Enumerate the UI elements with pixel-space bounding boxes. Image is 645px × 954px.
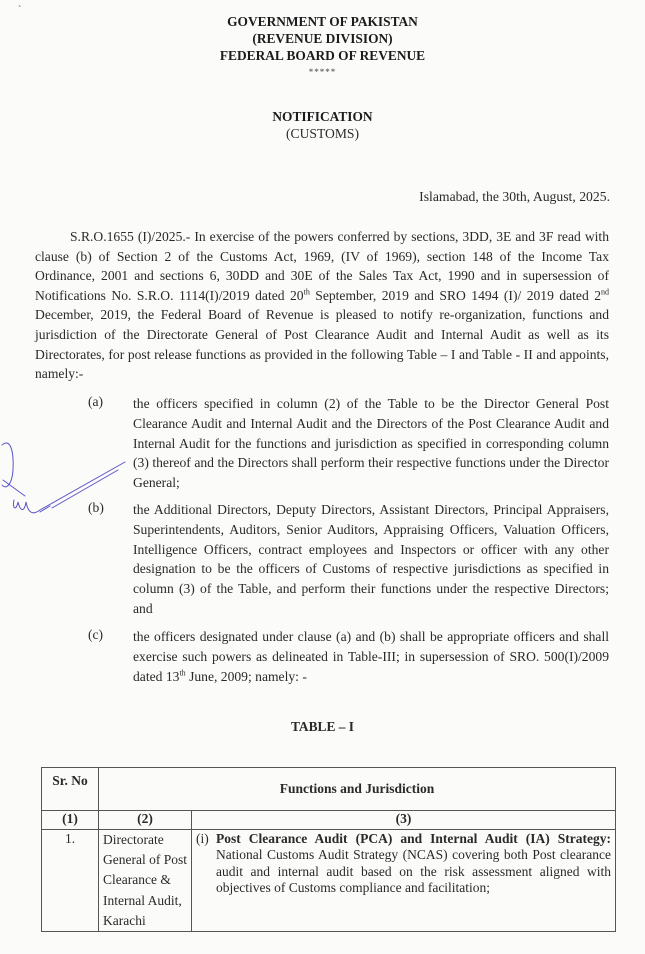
clause-a-text: the officers specified in column (2) of the Table to be the Director General Post Clearance Audit and Internal Audit and the Directors of the Post Clearance Audit and Internal Audit for the functions and jurisdiction as specified in corresponding column (3) thereof and the Directors shall perform their respective functions under the Director General; <box>133 396 609 491</box>
clause-a-label: (a) <box>88 394 104 409</box>
header-division: (REVENUE DIVISION) <box>252 31 393 46</box>
table-title: TABLE – I <box>290 719 354 734</box>
row-functions <box>192 830 616 932</box>
row-sr: 1. <box>42 830 99 932</box>
table-row <box>42 830 616 932</box>
header-functions: Functions and Jurisdiction <box>99 768 616 811</box>
table-header-row <box>42 768 616 811</box>
item-text: Post Clearance Audit (PCA) and Internal Audit (IA) Strategy: National Customs Audit Strategy (NCAS) covering both Post clearance audit and internal audit based on the risk assessment aligned with objectives of Customs compliance and facilitation; <box>216 831 611 895</box>
col-number-2: (2) <box>99 811 192 830</box>
clause-b-label: (b) <box>88 500 104 515</box>
row-office: Directorate General of Post Clearance & Internal Audit, Karachi <box>99 830 192 932</box>
item-number: (i) <box>196 831 209 846</box>
header-sr-no: Sr. No <box>42 768 99 811</box>
clause-c-label: (c) <box>88 627 104 642</box>
clause-b-text: the Additional Directors, Deputy Directors, Assistant Directors, Principal Appraisers, Superintendents, Auditors, Senior Auditors, Appraising Officers, Valuation Officers, Intelligence Officers, contract employees and Inspectors or officer with any other designation to be the officers of Customs of respective jurisdictions as specified in column (3) of the Table, and perform their functions under the respective Directors; and <box>133 502 609 616</box>
col-number-1: (1) <box>42 811 99 830</box>
notification-subtitle: (CUSTOMS) <box>285 126 360 141</box>
scan-mark: ` <box>18 5 22 16</box>
header-separator: ***** <box>308 67 337 77</box>
functions-table <box>41 767 616 932</box>
preamble-text: S.R.O.1655 (I)/2025.- In exercise of the powers conferred by sections, 3DD, 3E and 3F read with clause (b) of Section 2 of the Customs Act, 1969, (IV of 1969), section 148 of the Income Tax Ordinance, 2001 and sections 6, 30DD and 30E of the Sales Tax Act, 1990 and in supersession of Notifications No. S.R.O. 1114(I)/2019 dated 20th September, 2019 and SRO 1494 (I)/ 2019 dated 2nd December, 2019, the Federal Board of Revenue is pleased to notify re-organization, functions and jurisdiction of the Directorate General of Post Clearance Audit and Internal Audit as well as its Directorates, for post release functions as provided in the following Table – I and Table - II and appoints, namely:- <box>35 229 609 382</box>
handwritten-signature-icon <box>0 440 140 560</box>
header-government: GOVERNMENT OF PAKISTAN <box>227 14 418 29</box>
header-board: FEDERAL BOARD OF REVENUE <box>219 48 426 63</box>
table-column-number-row <box>42 811 616 830</box>
place-date: Islamabad, the 30th, August, 2025. <box>419 189 610 204</box>
col-number-3: (3) <box>192 811 616 830</box>
notification-title: NOTIFICATION <box>272 109 373 124</box>
preamble-paragraph <box>35 227 609 384</box>
clause-c-text: the officers designated under clause (a) and (b) shall be appropriate officers and shall exercise such powers as delineated in Table-III; in supersession of SRO. 500(I)/2009 dated 13th June, 2009; namely: - <box>133 629 609 684</box>
